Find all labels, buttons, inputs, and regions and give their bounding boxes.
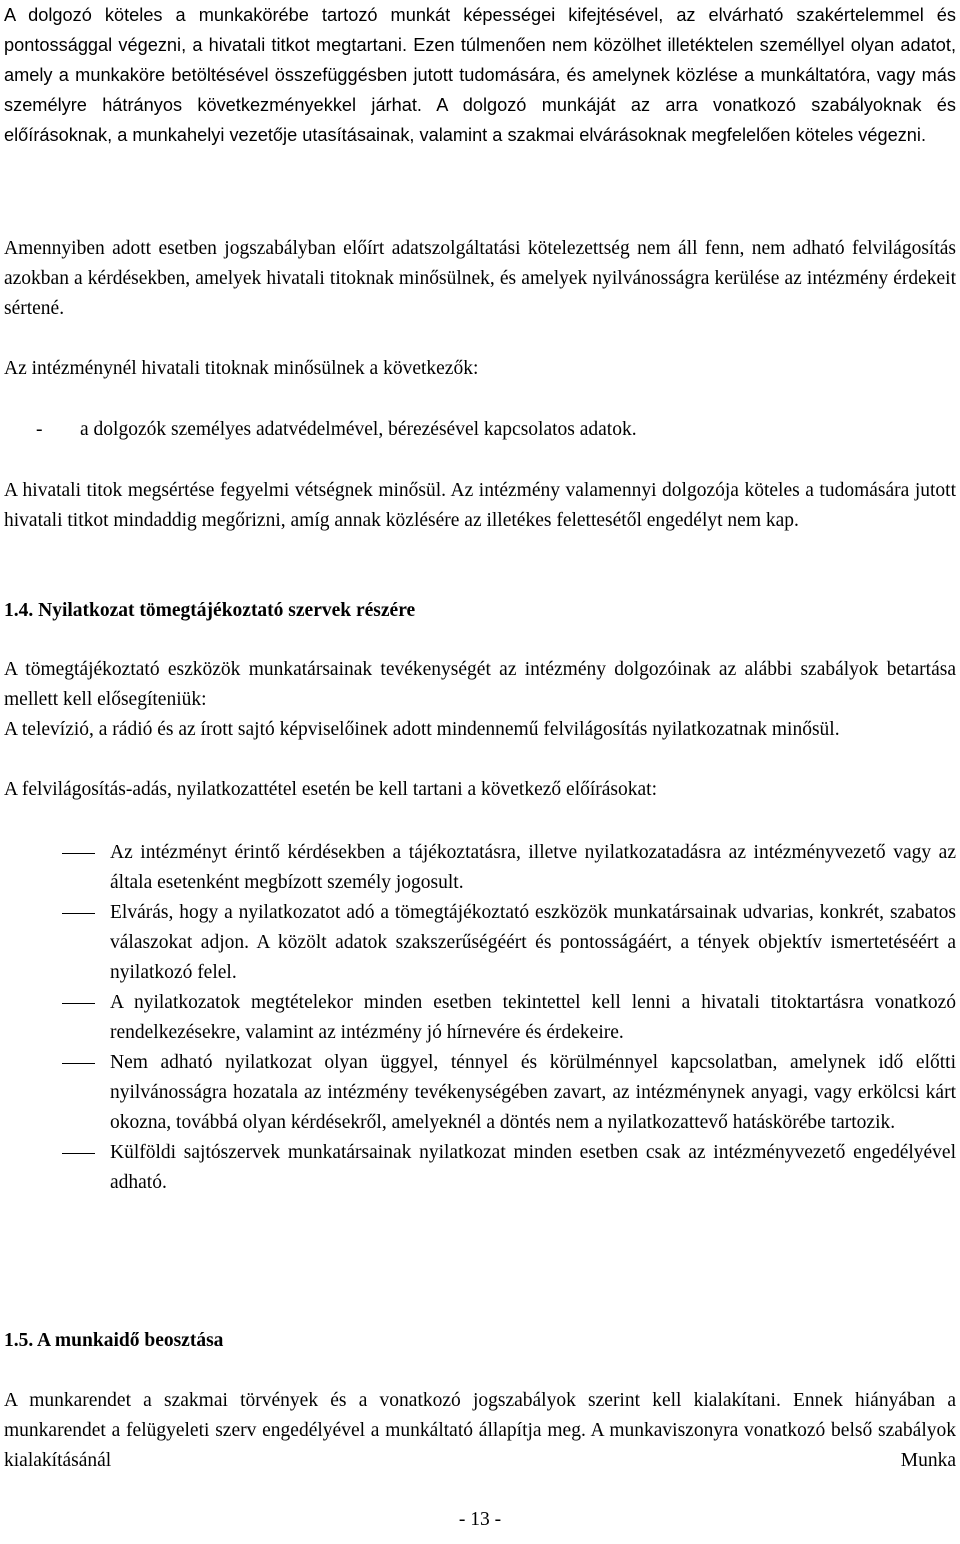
list-item [4, 898, 956, 988]
dash-bullet-icon [4, 838, 110, 898]
list-item-text: Elvárás, hogy a nyilatkozatot adó a tömegtájékoztató eszközök munkatársainak udvarias, konkrét, szabatos válaszokat adjon. A közölt adatok szakszerűségéért és pontosságáért, a tények objektív ismertetéséért a nyilatkozó felel. [110, 902, 956, 983]
list-item-secret [4, 415, 956, 445]
list-item-text: a dolgozók személyes adatvédelmével, bérezésével kapcsolatos adatok. [80, 419, 637, 440]
paragraph-confidentiality-duties: A dolgozó köteles a munkakörébe tartozó munkát képességei kifejtésével, az elvárható szakértelemmel és pontossággal végezni, a hivatali titkot megtartani. Ezen túlmenően nem közölhet illetéktelen személlyel olyan adatot, amely a munkaköre betöltésével összefüggésben jutott tudomására, és amelynek közlése a munkáltatóra, vagy más személyre hátrányos következményekkel járhat. A dolgozó munkáját az arra vonatkozó szabályoknak és előírásoknak, a munkahelyi vezetője utasításainak, valamint a szakmai elvárásoknak megfelelően köteles végezni. [4, 5, 956, 145]
list-item-text: Nem adható nyilatkozat olyan üggyel, ténnyel és körülménnyel kapcsolatban, amelynek idő előtti nyilvánosságra hozatala az intézmény tevékenységében zavart, az intézménynek anyagi, vagy erkölcsi kárt okozna, továbbá olyan kérdésekről, amelyeknél a döntés nem a nyilatkozattevő hatáskörébe tartozik. [110, 1052, 956, 1133]
paragraph-work-schedule: A munkarendet a szakmai törvények és a vonatkozó jogszabályok szerint kell kialakítani. Ennek hiányában a munkarendet a felügyeleti szerv engedélyével a munkáltató állapítja meg. A munkaviszonyra vonatkozó belső szabályok kialakításánál Munka [4, 1390, 956, 1471]
list-item [4, 988, 956, 1048]
paragraph-secret-list-intro: Az intézménynél hivatali titoknak minősülnek a következők: [4, 358, 479, 379]
list-item-text: Az intézményt érintő kérdésekben a tájékoztatásra, illetve nyilatkozatadásra az intézményvezető vagy az általa esetenként megbízott személy jogosult. [110, 842, 956, 893]
paragraph-media-rules-intro: A tömegtájékoztató eszközök munkatársainak tevékenységét az intézmény dolgozóinak az alábbi szabályok betartása mellett kell elősegíteniük: [4, 659, 956, 710]
list-item [4, 1138, 956, 1198]
section-heading-1-5: 1.5. A munkaidő beosztása [4, 1330, 224, 1351]
paragraph-information-restriction: Amennyiben adott esetben jogszabályban előírt adatszolgáltatási kötelezettség nem áll fenn, nem adható felvilágosítás azokban a kérdésekben, amelyek hivatali titoknak minősülnek, és amelyek nyilvánosságra kerülése az intézmény érdekeit sértené. [4, 238, 956, 319]
paragraph-secret-violation: A hivatali titok megsértése fegyelmi vétségnek minősül. Az intézmény valamennyi dolgozója köteles a tudomására jutott hivatali titkot mindaddig megőrizni, amíg annak közlésére az illetékes felettesétől engedélyt nem kap. [4, 480, 956, 531]
rules-list [4, 838, 956, 1198]
dash-bullet-icon [4, 988, 110, 1048]
list-item-text: A nyilatkozatok megtételekor minden esetben tekintettel kell lenni a hivatali titoktartásra vonatkozó rendelkezésekre, valamint az intézmény jó hírnevére és érdekeire. [110, 992, 956, 1043]
list-item [4, 1048, 956, 1138]
dash-marker: - [36, 419, 43, 440]
paragraph-statement-definition: A televízió, a rádió és az írott sajtó képviselőinek adott mindennemű felvilágosítás nyilatkozatnak minősül. [4, 719, 840, 740]
dash-bullet-icon [4, 898, 110, 988]
dash-bullet-icon [4, 1048, 110, 1138]
list-item [4, 838, 956, 898]
section-heading-1-4: 1.4. Nyilatkozat tömegtájékoztató szervek részére [4, 600, 416, 621]
page-number: - 13 - [458, 1509, 502, 1530]
dash-bullet-icon [4, 1138, 110, 1198]
list-item-text: Külföldi sajtószervek munkatársainak nyilatkozat minden esetben csak az intézményvezető engedélyével adható. [110, 1142, 956, 1193]
paragraph-rules-intro: A felvilágosítás-adás, nyilatkozattétel esetén be kell tartani a következő előírásokat: [4, 779, 658, 800]
